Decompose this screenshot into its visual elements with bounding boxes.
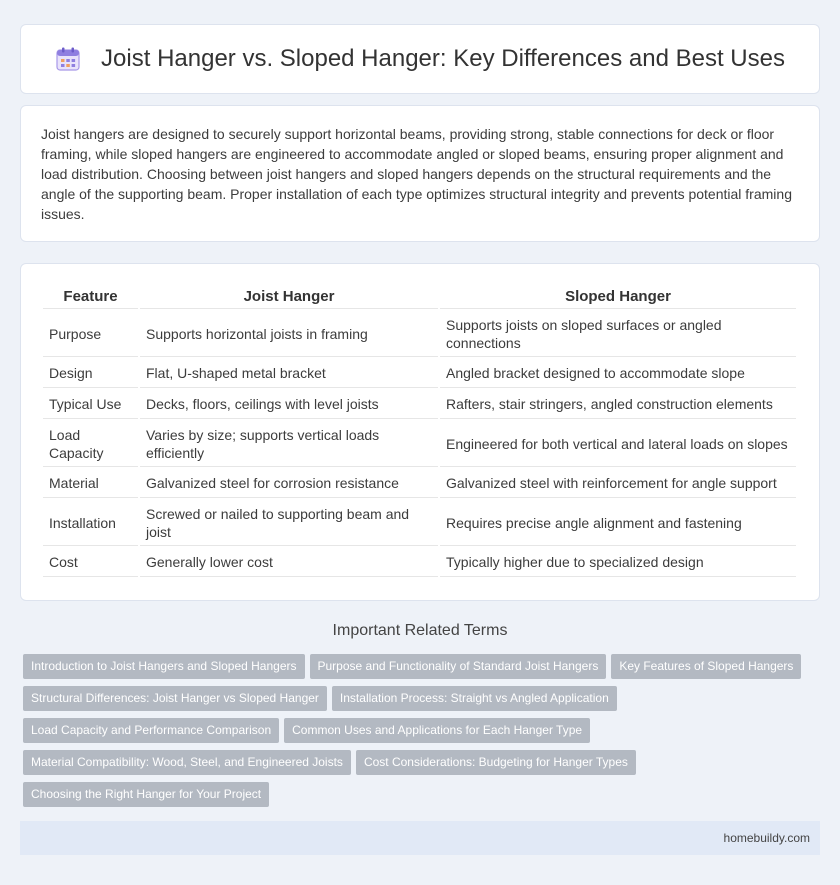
feature-cell: Typical Use — [43, 390, 138, 419]
sloped-cell: Typically higher due to specialized design — [440, 548, 796, 577]
table-row — [43, 311, 796, 357]
joist-cell: Flat, U-shaped metal bracket — [140, 359, 438, 388]
related-term-tag[interactable]: Purpose and Functionality of Standard Joist Hangers — [310, 654, 607, 679]
feature-cell: Design — [43, 359, 138, 388]
feature-cell: Cost — [43, 548, 138, 577]
feature-cell: Load Capacity — [43, 421, 138, 467]
table-row — [43, 469, 796, 498]
related-term-tag[interactable]: Installation Process: Straight vs Angled Application — [332, 686, 617, 711]
joist-cell: Screwed or nailed to supporting beam and joist — [140, 500, 438, 546]
joist-cell: Galvanized steel for corrosion resistance — [140, 469, 438, 498]
joist-cell: Decks, floors, ceilings with level joists — [140, 390, 438, 419]
header-feature: Feature — [43, 284, 138, 309]
feature-cell: Purpose — [43, 311, 138, 357]
related-term-tag[interactable]: Introduction to Joist Hangers and Sloped Hangers — [23, 654, 305, 679]
header-card — [20, 24, 820, 94]
sloped-cell: Engineered for both vertical and lateral loads on slopes — [440, 421, 796, 467]
joist-cell: Varies by size; supports vertical loads efficiently — [140, 421, 438, 467]
sloped-cell: Supports joists on sloped surfaces or angled connections — [440, 311, 796, 357]
feature-cell: Installation — [43, 500, 138, 546]
sloped-cell: Galvanized steel with reinforcement for angle support — [440, 469, 796, 498]
related-term-tag[interactable]: Material Compatibility: Wood, Steel, and Engineered Joists — [23, 750, 351, 775]
joist-cell: Generally lower cost — [140, 548, 438, 577]
header-sloped-hanger: Sloped Hanger — [440, 284, 796, 309]
sloped-cell: Requires precise angle alignment and fastening — [440, 500, 796, 546]
table-row — [43, 359, 796, 388]
page-title: Joist Hanger vs. Sloped Hanger: Key Differences and Best Uses — [101, 45, 785, 72]
table-header-row — [43, 284, 796, 309]
footer-site-name[interactable]: homebuildy.com — [723, 831, 810, 845]
calendar-icon — [55, 46, 81, 72]
intro-text: Joist hangers are designed to securely support horizontal beams, providing strong, stable connections for deck or floor framing, while sloped hangers are engineered to accommodate angled or sloped beams, ensuring proper alignment and load distribution. Choosing between joist hangers and sloped hangers depends on the structural requirements and the angle of the supporting beam. Proper installation of each type optimizes structural integrity and prevents potential framing issues. — [41, 126, 792, 222]
joist-cell: Supports horizontal joists in framing — [140, 311, 438, 357]
table-row — [43, 548, 796, 577]
intro-card — [20, 105, 820, 242]
table-row — [43, 500, 796, 546]
related-term-tag[interactable]: Load Capacity and Performance Comparison — [23, 718, 279, 743]
table-row — [43, 421, 796, 467]
comparison-table — [41, 282, 798, 579]
related-term-tag[interactable]: Cost Considerations: Budgeting for Hanger Types — [356, 750, 636, 775]
comparison-card — [20, 263, 820, 601]
sloped-cell: Angled bracket designed to accommodate slope — [440, 359, 796, 388]
related-term-tag[interactable]: Key Features of Sloped Hangers — [611, 654, 801, 679]
related-terms-title: Important Related Terms — [332, 622, 508, 639]
table-row — [43, 390, 796, 419]
sloped-cell: Rafters, stair stringers, angled construction elements — [440, 390, 796, 419]
header-joist-hanger: Joist Hanger — [140, 284, 438, 309]
related-term-tag[interactable]: Choosing the Right Hanger for Your Project — [23, 782, 269, 807]
related-terms-list — [23, 654, 813, 814]
feature-cell: Material — [43, 469, 138, 498]
related-term-tag[interactable]: Common Uses and Applications for Each Hanger Type — [284, 718, 590, 743]
related-term-tag[interactable]: Structural Differences: Joist Hanger vs Sloped Hanger — [23, 686, 327, 711]
footer — [20, 821, 820, 855]
